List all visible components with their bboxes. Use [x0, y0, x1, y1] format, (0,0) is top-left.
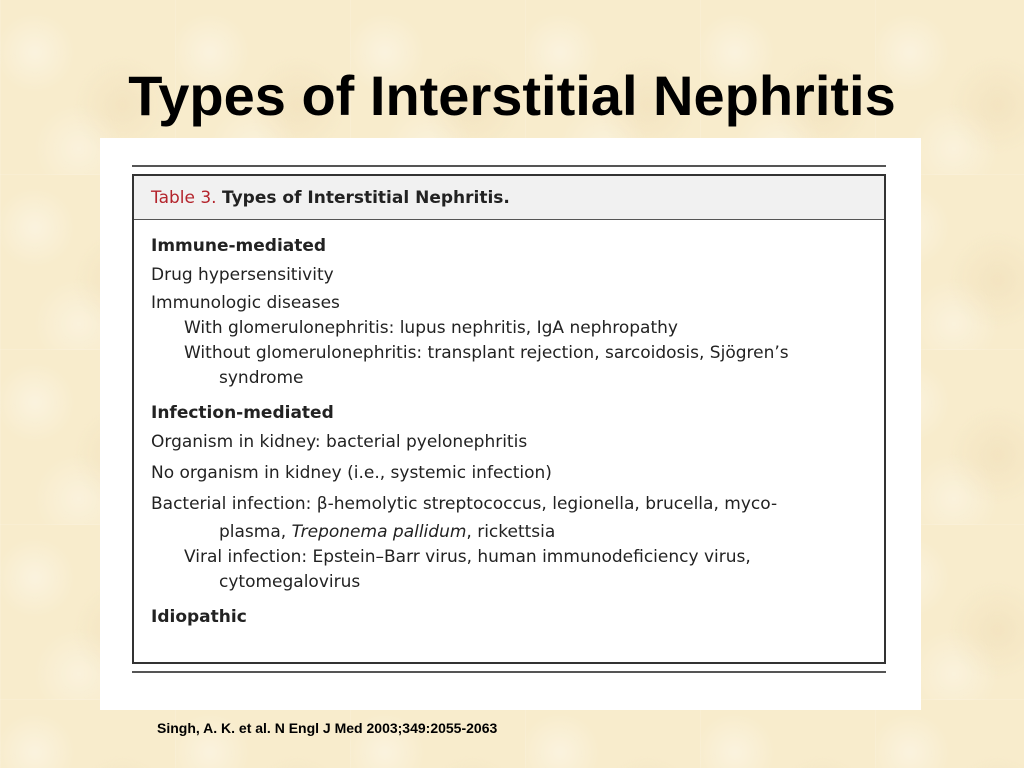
table-body — [151, 232, 871, 631]
row-text: , rickettsia — [466, 522, 556, 542]
table-row-drug-hypersensitivity: Drug hypersensitivity — [151, 265, 334, 285]
table-row-continuation — [151, 520, 871, 545]
table-label: Table 3. — [151, 188, 217, 208]
citation: Singh, A. K. et al. N Engl J Med 2003;349:2055-2063 — [157, 720, 498, 736]
table-row-viral-infection: Viral infection: Epstein–Barr virus, human immunodeficiency virus, — [184, 547, 751, 567]
table-row-without-glomerulonephritis: Without glomerulonephritis: transplant rejection, sarcoidosis, Sjögren’s — [184, 343, 789, 363]
section-heading-infection-mediated: Infection-mediated — [151, 403, 334, 423]
table-title: Types of Interstitial Nephritis. — [222, 188, 510, 208]
slide-title: Types of Interstitial Nephritis — [128, 64, 896, 127]
table-row-immunologic-diseases: Immunologic diseases — [151, 293, 340, 313]
table-row-no-organism-in-kidney: No organism in kidney (i.e., systemic infection) — [151, 463, 552, 483]
table-row-bacterial-infection: Bacterial infection: β-hemolytic streptococcus, legionella, brucella, myco- — [151, 494, 778, 514]
top-rule — [132, 165, 886, 167]
section-heading-idiopathic: Idiopathic — [151, 607, 247, 627]
section-heading-immune-mediated: Immune-mediated — [151, 236, 327, 256]
table-row-continuation: syndrome — [219, 368, 304, 388]
table-frame — [132, 174, 886, 664]
bottom-rule — [132, 671, 886, 673]
table-caption — [134, 176, 884, 220]
table-row-continuation: cytomegalovirus — [219, 572, 361, 592]
row-text: plasma, — [219, 522, 292, 542]
table-image — [100, 138, 921, 710]
italic-species-name: Treponema pallidum — [291, 522, 467, 542]
table-row-with-glomerulonephritis: With glomerulonephritis: lupus nephritis, IgA nephropathy — [184, 318, 678, 338]
table-row-organism-in-kidney: Organism in kidney: bacterial pyelonephritis — [151, 432, 528, 452]
